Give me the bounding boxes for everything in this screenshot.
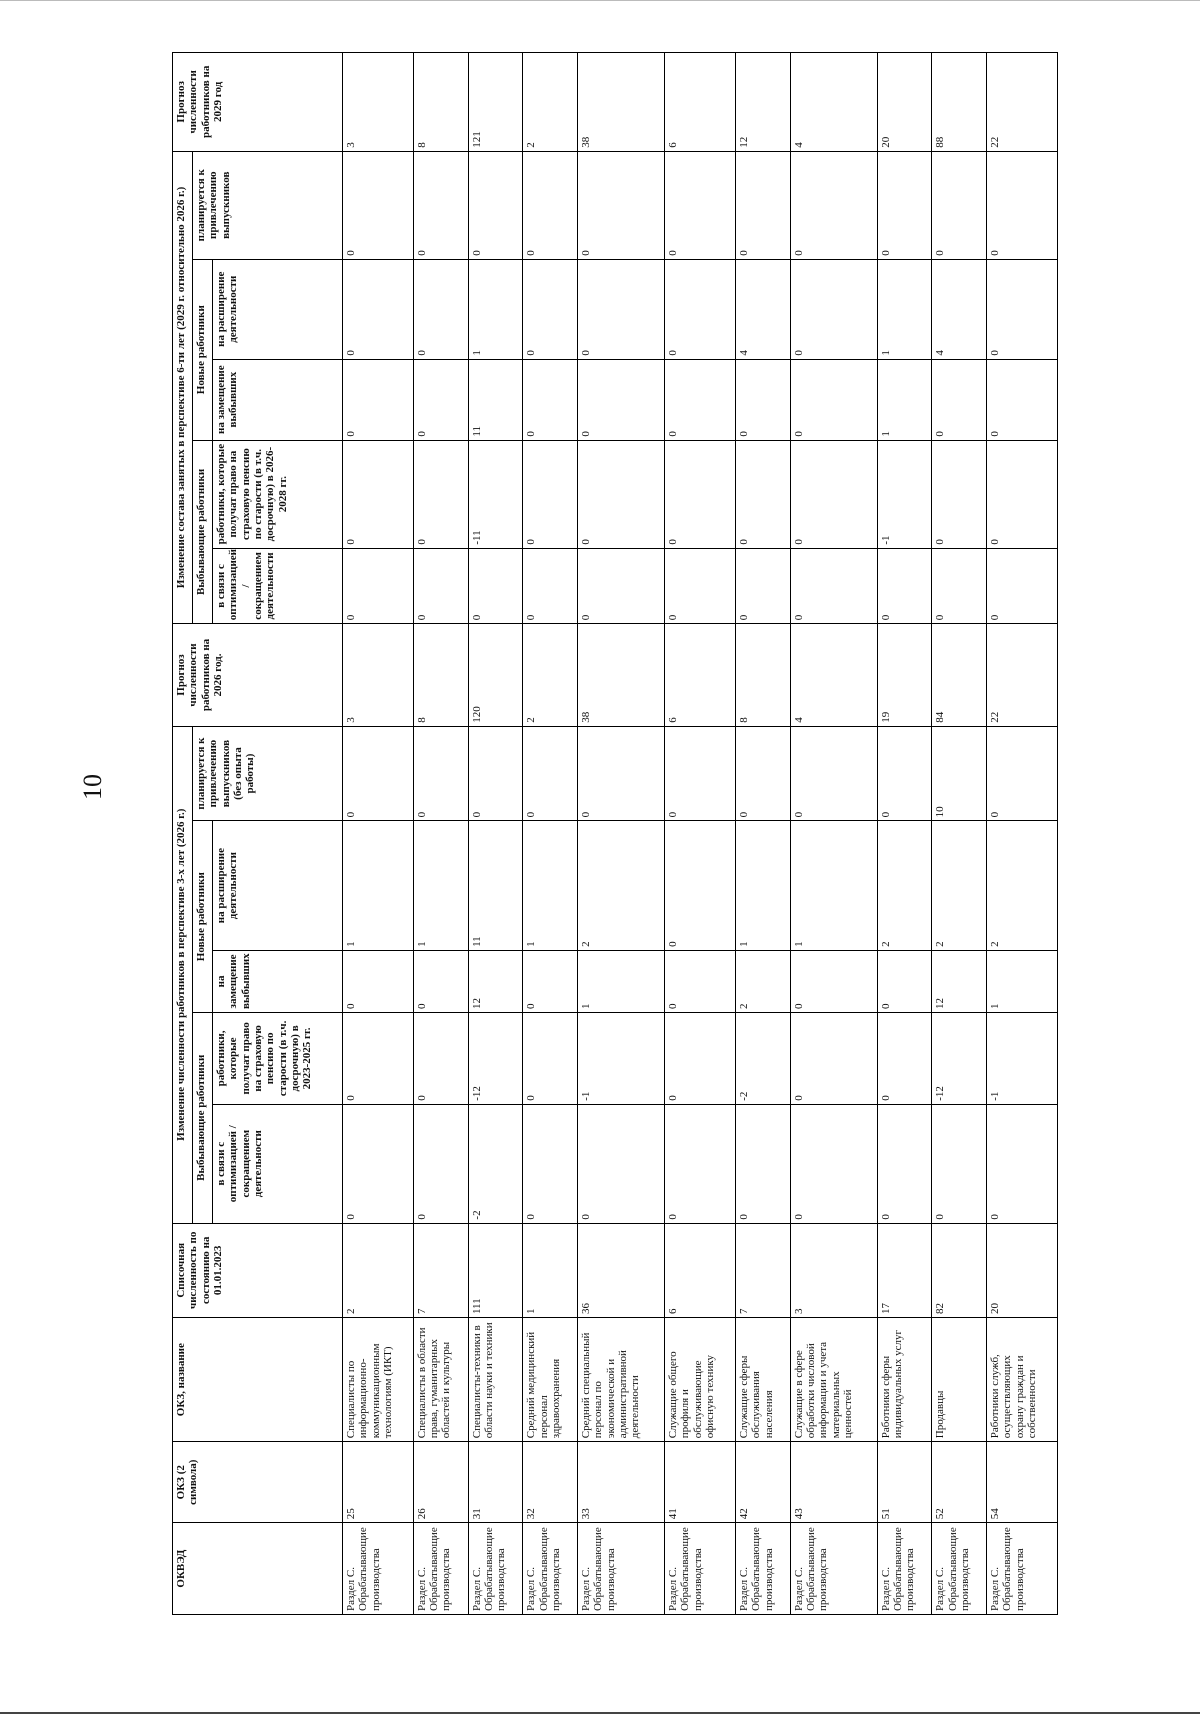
cell-value: 6: [665, 624, 736, 727]
header-forecast-2026: Прогноз численности работников на 2026 год.: [173, 624, 343, 727]
cell-okz-name: Специалисты в области права, гуманитарных областей и культуры: [413, 1318, 468, 1442]
cell-value: 0: [735, 359, 790, 440]
cell-value: 0: [343, 359, 414, 440]
header-new-replace-6y: на замещение выбывших: [213, 359, 343, 440]
header-new-expand-6y: на расширение деятельности: [213, 259, 343, 359]
cell-value: 2: [578, 821, 665, 951]
cell-value: 0: [735, 1104, 790, 1223]
cell-okz-name: Служащие общего профиля и обслуживающие офисную технику: [665, 1318, 736, 1442]
cell-okz-name: Специалисты-техники в области науки и техники: [468, 1318, 523, 1442]
cell-value: 1: [877, 259, 932, 359]
table-row: [343, 53, 414, 1615]
bottom-edge-line: [0, 1712, 1200, 1714]
cell-okved: Раздел С. Обрабатывающие производства: [523, 1523, 578, 1615]
cell-value: 4: [790, 624, 877, 727]
table-row: [987, 53, 1058, 1615]
cell-value: 11: [468, 359, 523, 440]
cell-value: 3: [343, 53, 414, 152]
cell-okz-name: Продавцы: [932, 1318, 987, 1442]
cell-value: 0: [877, 950, 932, 1012]
cell-value: 0: [578, 1104, 665, 1223]
cell-value: 0: [468, 548, 523, 624]
cell-value: 12: [932, 950, 987, 1012]
cell-value: 0: [790, 548, 877, 624]
header-change-6y: Изменение состава занятых в перспективе 6-ти лет (2029 г. относительно 2026 г.): [173, 151, 193, 624]
cell-value: 0: [578, 440, 665, 548]
cell-okz-name: Средний медицинский персонал здравоохранения: [523, 1318, 578, 1442]
header-change-3y: Изменение численности работников в перспективе 3-х лет (2026 г.): [173, 726, 193, 1223]
cell-okved: Раздел С. Обрабатывающие производства: [343, 1523, 414, 1615]
cell-okz-code: 32: [523, 1442, 578, 1523]
cell-value: 20: [987, 1223, 1058, 1317]
cell-value: -11: [468, 440, 523, 548]
cell-value: 2: [877, 821, 932, 951]
cell-value: 2: [987, 821, 1058, 951]
cell-okved: Раздел С. Обрабатывающие производства: [790, 1523, 877, 1615]
header-leaving-3y: Выбывающие работники: [193, 1013, 213, 1224]
cell-value: 0: [413, 726, 468, 821]
cell-value: 0: [413, 259, 468, 359]
cell-value: 0: [790, 440, 877, 548]
cell-okz-name: Служащие сферы обслуживания населения: [735, 1318, 790, 1442]
cell-value: 0: [468, 151, 523, 259]
header-graduates-6y: планируется к привлечению выпускников: [193, 151, 343, 259]
cell-value: 0: [987, 151, 1058, 259]
cell-okz-code: 54: [987, 1442, 1058, 1523]
cell-value: 0: [735, 548, 790, 624]
table-row: [578, 53, 665, 1615]
cell-okz-code: 51: [877, 1442, 932, 1523]
cell-value: 0: [932, 1104, 987, 1223]
cell-value: 0: [665, 440, 736, 548]
cell-value: 2: [735, 950, 790, 1012]
cell-value: 7: [735, 1223, 790, 1317]
cell-value: -1: [578, 1013, 665, 1105]
cell-value: 19: [877, 624, 932, 727]
table-row: [790, 53, 877, 1615]
cell-value: 0: [413, 440, 468, 548]
header-okz-name: ОКЗ, название: [173, 1318, 343, 1442]
cell-value: 0: [987, 1104, 1058, 1223]
cell-value: 84: [932, 624, 987, 727]
header-okved: ОКВЭД: [173, 1523, 343, 1615]
cell-value: -1: [877, 440, 932, 548]
cell-okz-code: 33: [578, 1442, 665, 1523]
header-forecast-2029: Прогноз численности работников на 2029 год: [173, 53, 343, 152]
cell-okved: Раздел С. Обрабатывающие производства: [413, 1523, 468, 1615]
cell-okved: Раздел С. Обрабатывающие производства: [932, 1523, 987, 1615]
cell-value: 0: [343, 440, 414, 548]
cell-value: 0: [523, 1104, 578, 1223]
cell-okz-code: 31: [468, 1442, 523, 1523]
cell-value: 22: [987, 624, 1058, 727]
cell-value: 4: [735, 259, 790, 359]
cell-value: 0: [578, 259, 665, 359]
cell-value: 0: [790, 151, 877, 259]
cell-value: 0: [413, 1104, 468, 1223]
table-header: [173, 53, 343, 1615]
cell-value: 120: [468, 624, 523, 727]
cell-value: 0: [523, 726, 578, 821]
cell-value: 20: [877, 53, 932, 152]
cell-value: 8: [413, 624, 468, 727]
cell-value: -2: [735, 1013, 790, 1105]
cell-okz-name: Служащие в сфере обработки числовой информации и учета материальных ценностей: [790, 1318, 877, 1442]
header-leave-opt-6y: в связи с оптимизацией / сокращением деятельности: [213, 548, 343, 624]
cell-value: 0: [790, 726, 877, 821]
cell-value: 1: [877, 359, 932, 440]
header-leave-pension-6y: работники, которые получат право на страховую пенсию по старости (в т.ч. досрочную) в 2026-2028 гг.: [213, 440, 343, 548]
header-graduates-3y: планируется к привлечению выпускников (без опыта работы): [193, 726, 343, 821]
cell-value: -2: [468, 1104, 523, 1223]
cell-value: 1: [413, 821, 468, 951]
header-leave-pension-3y: работники, которые получат право на страховую пенсию по старости (в т.ч. досрочную) в 2023-2025 гг.: [213, 1013, 343, 1105]
header-headcount-2023: Списочная численность по состоянию на 01.01.2023: [173, 1223, 343, 1317]
cell-value: 0: [665, 726, 736, 821]
cell-value: 10: [932, 726, 987, 821]
cell-value: 2: [523, 53, 578, 152]
cell-value: 0: [343, 548, 414, 624]
cell-value: 2: [932, 821, 987, 951]
cell-value: 0: [932, 151, 987, 259]
cell-value: 1: [790, 821, 877, 951]
cell-value: 0: [665, 259, 736, 359]
table-row: [735, 53, 790, 1615]
cell-value: 0: [877, 151, 932, 259]
cell-value: 1: [987, 950, 1058, 1012]
cell-value: 0: [790, 359, 877, 440]
header-okz-code: ОКЗ (2 символа): [173, 1442, 343, 1523]
cell-value: 1: [343, 821, 414, 951]
cell-value: 38: [578, 624, 665, 727]
cell-value: -1: [987, 1013, 1058, 1105]
cell-value: 0: [665, 548, 736, 624]
cell-value: 0: [735, 726, 790, 821]
cell-value: 1: [523, 1223, 578, 1317]
cell-value: 0: [877, 548, 932, 624]
page-number: 10: [78, 774, 107, 800]
cell-okz-code: 26: [413, 1442, 468, 1523]
cell-value: 0: [413, 548, 468, 624]
cell-value: 0: [578, 726, 665, 821]
table-row: [877, 53, 932, 1615]
cell-okz-code: 52: [932, 1442, 987, 1523]
cell-value: 0: [413, 1013, 468, 1105]
cell-value: 6: [665, 1223, 736, 1317]
cell-value: 0: [578, 548, 665, 624]
cell-value: 17: [877, 1223, 932, 1317]
cell-value: 0: [468, 726, 523, 821]
cell-value: 0: [665, 151, 736, 259]
cell-value: 38: [578, 53, 665, 152]
cell-value: 0: [877, 1104, 932, 1223]
cell-okved: Раздел С. Обрабатывающие производства: [735, 1523, 790, 1615]
cell-value: 0: [343, 726, 414, 821]
cell-value: 0: [343, 151, 414, 259]
cell-value: 0: [523, 151, 578, 259]
table-row: [665, 53, 736, 1615]
cell-okz-name: Работники служб, осуществляющих охрану граждан и собственности: [987, 1318, 1058, 1442]
cell-value: 2: [343, 1223, 414, 1317]
cell-value: 0: [877, 726, 932, 821]
cell-value: 0: [523, 548, 578, 624]
table-row: [413, 53, 468, 1615]
cell-okved: Раздел С. Обрабатывающие производства: [578, 1523, 665, 1615]
cell-value: 4: [932, 259, 987, 359]
cell-value: 0: [413, 151, 468, 259]
cell-value: 82: [932, 1223, 987, 1317]
cell-value: 0: [343, 950, 414, 1012]
header-new-expand-3y: на расширение деятельности: [213, 821, 343, 951]
cell-value: 0: [665, 950, 736, 1012]
cell-okved: Раздел С. Обрабатывающие производства: [987, 1523, 1058, 1615]
cell-value: 0: [578, 151, 665, 259]
cell-value: 0: [665, 821, 736, 951]
cell-value: 0: [932, 548, 987, 624]
cell-okz-code: 43: [790, 1442, 877, 1523]
cell-value: 1: [468, 259, 523, 359]
table-row: [468, 53, 523, 1615]
cell-value: 0: [735, 440, 790, 548]
cell-okz-code: 25: [343, 1442, 414, 1523]
header-leave-opt-3y: в связи с оптимизацией / сокращением деятельности: [213, 1104, 343, 1223]
cell-value: 1: [735, 821, 790, 951]
cell-value: 12: [735, 53, 790, 152]
table-body: [343, 53, 1058, 1615]
cell-value: 36: [578, 1223, 665, 1317]
cell-value: 8: [413, 53, 468, 152]
cell-value: 0: [578, 359, 665, 440]
cell-value: 0: [987, 726, 1058, 821]
cell-value: 121: [468, 53, 523, 152]
rotated-table-container: [172, 52, 1058, 1615]
cell-value: 2: [523, 624, 578, 727]
cell-value: 0: [523, 359, 578, 440]
cell-value: 0: [790, 1013, 877, 1105]
cell-value: 12: [468, 950, 523, 1012]
cell-value: 0: [932, 359, 987, 440]
cell-value: 0: [987, 359, 1058, 440]
table-row: [932, 53, 987, 1615]
cell-value: 0: [987, 440, 1058, 548]
cell-value: 111: [468, 1223, 523, 1317]
cell-value: 0: [343, 259, 414, 359]
cell-value: 0: [665, 359, 736, 440]
cell-value: 22: [987, 53, 1058, 152]
top-edge-line: [0, 0, 1200, 1]
cell-value: -12: [468, 1013, 523, 1105]
cell-value: 0: [987, 548, 1058, 624]
workforce-table: [172, 52, 1058, 1615]
cell-value: -12: [932, 1013, 987, 1105]
cell-value: 0: [523, 440, 578, 548]
cell-value: 0: [665, 1104, 736, 1223]
cell-value: 0: [877, 1013, 932, 1105]
cell-value: 0: [790, 950, 877, 1012]
cell-value: 7: [413, 1223, 468, 1317]
cell-okz-name: Средний специальный персонал по экономической и административной деятельности: [578, 1318, 665, 1442]
cell-value: 0: [523, 259, 578, 359]
cell-value: 0: [932, 440, 987, 548]
cell-value: 0: [343, 1104, 414, 1223]
cell-value: 0: [665, 1013, 736, 1105]
cell-okz-name: Специалисты по информационно-коммуникационным технологиям (ИКТ): [343, 1318, 414, 1442]
cell-value: 0: [523, 1013, 578, 1105]
cell-value: 6: [665, 53, 736, 152]
cell-value: 0: [790, 259, 877, 359]
cell-value: 0: [413, 950, 468, 1012]
cell-value: 0: [343, 1013, 414, 1105]
cell-value: 3: [343, 624, 414, 727]
cell-value: 1: [578, 950, 665, 1012]
cell-value: 0: [735, 151, 790, 259]
cell-okved: Раздел С. Обрабатывающие производства: [468, 1523, 523, 1615]
header-new-6y: Новые работники: [193, 259, 213, 440]
header-new-3y: Новые работники: [193, 821, 213, 1013]
table-row: [523, 53, 578, 1615]
cell-value: 88: [932, 53, 987, 152]
cell-okz-code: 42: [735, 1442, 790, 1523]
cell-okz-code: 41: [665, 1442, 736, 1523]
cell-value: 4: [790, 53, 877, 152]
cell-value: 0: [790, 1104, 877, 1223]
header-leaving-6y: Выбывающие работники: [193, 440, 213, 624]
cell-okz-name: Работники сферы индивидуальных услуг: [877, 1318, 932, 1442]
cell-value: 0: [413, 359, 468, 440]
cell-okved: Раздел С. Обрабатывающие производства: [665, 1523, 736, 1615]
cell-value: 8: [735, 624, 790, 727]
cell-value: 0: [987, 259, 1058, 359]
cell-okved: Раздел С. Обрабатывающие производства: [877, 1523, 932, 1615]
header-new-replace-3y: на замещение выбывших: [213, 950, 343, 1012]
cell-value: 3: [790, 1223, 877, 1317]
table-frame: [172, 52, 1058, 1615]
cell-value: 1: [523, 821, 578, 951]
cell-value: 11: [468, 821, 523, 951]
cell-value: 0: [523, 950, 578, 1012]
